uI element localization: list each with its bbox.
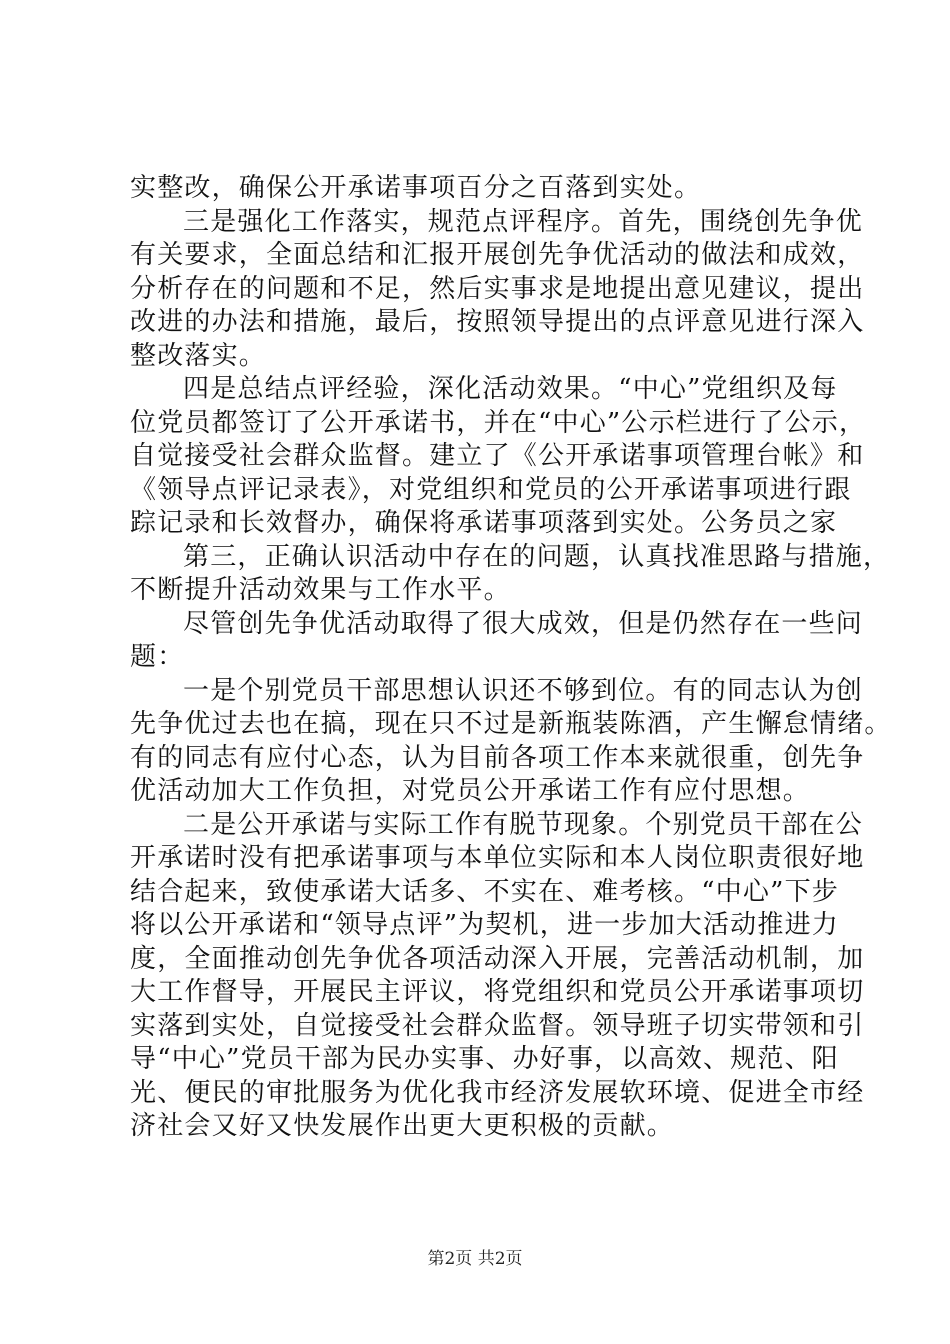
text-line: 自觉接受社会群众监督。建立了《公开承诺事项管理台帐》和: [130, 441, 865, 471]
text-line: 第三，正确认识活动中存在的问题，认真找准思路与措施，: [183, 541, 891, 572]
text-line: 踪记录和长效督办，确保将承诺事项落到实处。公务员之家: [130, 508, 838, 538]
text-line: 一是个别党员干部思想认识还不够到位。有的同志认为创: [183, 675, 864, 706]
text-line: 开承诺时没有把承诺事项与本单位实际和本人岗位职责很好地: [130, 843, 865, 873]
body-text: [130, 172, 892, 1144]
text-line: 位党员都签订了公开承诺书，并在“中心”公示栏进行了公示，: [130, 407, 867, 438]
page-number-footer: 第2页 共2页: [427, 1249, 523, 1269]
text-line: 光、便民的审批服务为优化我市经济发展软环境、促进全市经: [130, 1077, 865, 1108]
text-line: 分析存在的问题和不足，然后实事求是地提出意见建议，提出: [130, 273, 865, 304]
text-line: 有关要求，全面总结和汇报开展创先争优活动的做法和成效，: [130, 240, 865, 270]
text-line: 有的同志有应付心态，认为目前各项工作本来就很重，创先争: [130, 742, 865, 773]
text-line: 四是总结点评经验，深化活动效果。“中心”党组织及每: [183, 374, 838, 404]
text-line: 大工作督导，开展民主评议，将党组织和党员公开承诺事项切: [130, 977, 865, 1007]
text-line: 先争优过去也在搞，现在只不过是新瓶装陈酒，产生懈怠情绪。: [130, 709, 892, 739]
text-line: 结合起来，致使承诺大话多、不实在、难考核。“中心”下步: [130, 876, 839, 907]
text-line: 济社会又好又快发展作出更大更积极的贡献。: [130, 1111, 675, 1141]
text-line: 不断提升活动效果与工作水平。: [130, 575, 511, 605]
text-line: 二是公开承诺与实际工作有脱节现象。个别党员干部在公: [183, 809, 864, 840]
text-line: 优活动加大工作负担，对党员公开承诺工作有应付思想。: [130, 776, 811, 806]
text-line: 改进的办法和措施，最后，按照领导提出的点评意见进行深入: [130, 307, 865, 337]
text-line: 整改落实。: [130, 340, 267, 371]
text-line: 《领导点评记录表》，对党组织和党员的公开承诺事项进行跟: [130, 474, 852, 505]
text-line: 三是强化工作落实，规范点评程序。首先，围绕创先争优: [183, 206, 864, 237]
text-line: 实落到实处，自觉接受社会群众监督。领导班子切实带领和引: [130, 1010, 865, 1041]
text-line: 题：: [130, 642, 185, 672]
text-line: 实整改，确保公开承诺事项百分之百落到实处。: [130, 173, 702, 203]
text-line: 将以公开承诺和“领导点评”为契机，进一步加大活动推进力: [130, 910, 839, 940]
text-line: 尽管创先争优活动取得了很大成效，但是仍然存在一些问: [183, 608, 864, 639]
text-line: 度，全面推动创先争优各项活动深入开展，完善活动机制，加: [130, 943, 865, 974]
text-line: 导“中心”党员干部为民办实事、办好事，以高效、规范、阳: [130, 1044, 839, 1074]
